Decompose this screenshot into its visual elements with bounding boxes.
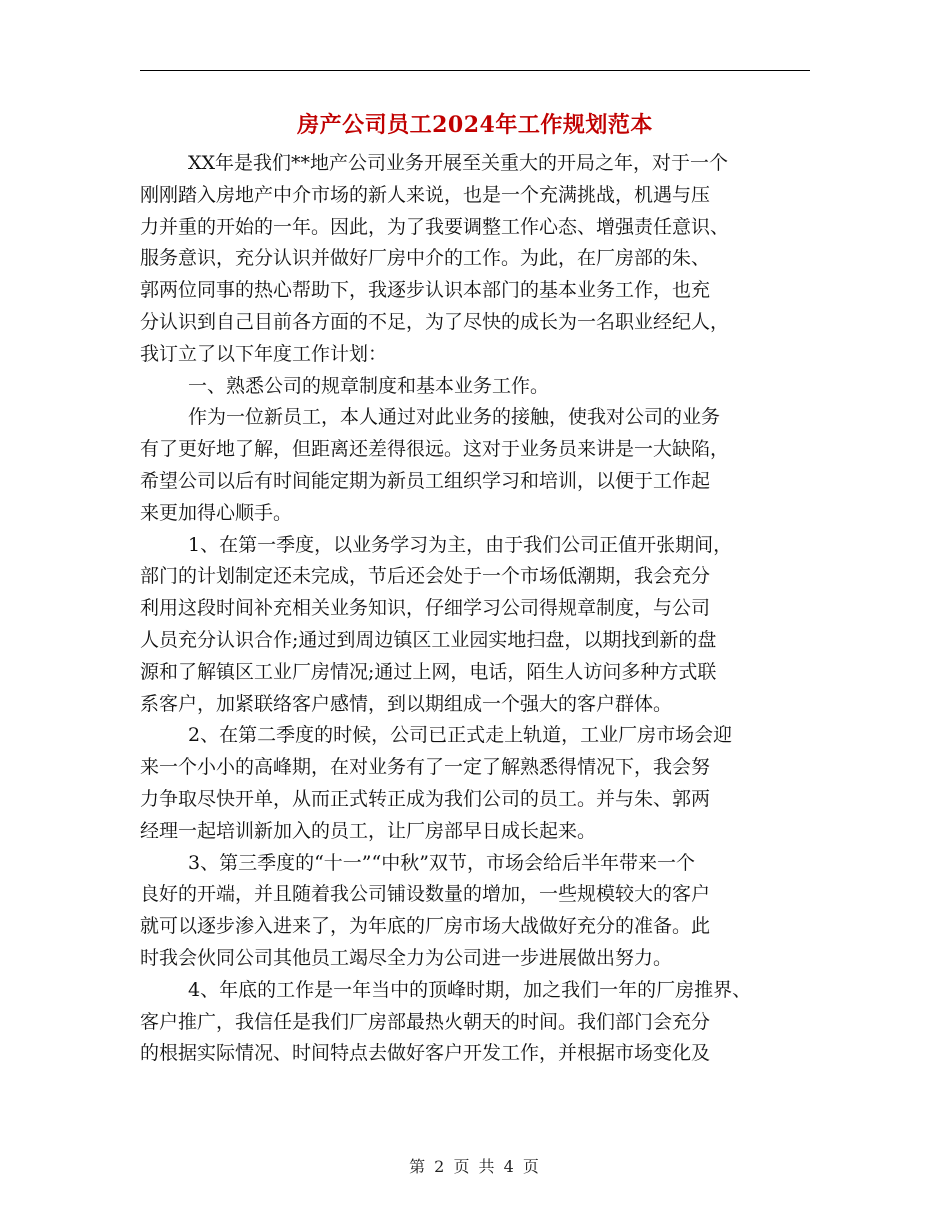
body-line: 3、第三季度的“十一”“中秋”双节，市场会给后半年带来一个 bbox=[188, 851, 695, 874]
body-line: 系客户，加紧联络客户感情，到以期组成一个强大的客户群体。 bbox=[140, 692, 673, 715]
body-line: 的根据实际情况、时间特点去做好客户开发工作，并根据市场变化及 bbox=[140, 1042, 711, 1065]
body-line: XX年是我们**地产公司业务开展至关重大的开局之年，对于一个 bbox=[188, 152, 729, 174]
body-line: 1、在第一季度，以业务学习为主，由于我们公司正值开张期间， bbox=[188, 533, 733, 556]
body-line: 作为一位新员工，本人通过对此业务的接触，使我对公司的业务 bbox=[188, 406, 721, 429]
body-line: 人员充分认识合作;通过到周边镇区工业园实地扫盘，以期找到新的盘 bbox=[140, 628, 717, 651]
body-line: 我订立了以下年度工作计划： bbox=[140, 342, 388, 365]
body-line: 分认识到自己目前各方面的不足，为了尽快的成长为一名职业经纪人， bbox=[140, 310, 730, 333]
body-line: 就可以逐步渗入进来了，为年底的厂房市场大战做好充分的准备。此 bbox=[140, 915, 711, 938]
body-line: 郭两位同事的热心帮助下，我逐步认识本部门的基本业务工作，也充 bbox=[140, 279, 711, 302]
body-line: 部门的计划制定还未完成，节后还会处于一个市场低潮期，我会充分 bbox=[140, 565, 711, 588]
body-line: 源和了解镇区工业厂房情况;通过上网，电话，陌生人访问多种方式联 bbox=[140, 660, 717, 683]
document-title: 房产公司员工2024年工作规划范本 bbox=[297, 112, 653, 138]
body-line: 4、年底的工作是一年当中的顶峰时期，加之我们一年的厂房推界、 bbox=[188, 978, 752, 1001]
body-line: 刚刚踏入房地产中介市场的新人来说，也是一个充满挑战，机遇与压 bbox=[140, 183, 711, 206]
body-line: 利用这段时间补充相关业务知识，仔细学习公司得规章制度，与公司 bbox=[140, 597, 711, 620]
body-line: 来更加得心顺手。 bbox=[140, 501, 293, 524]
body-line: 2、在第二季度的时候，公司已正式走上轨道，工业厂房市场会迎 bbox=[188, 724, 733, 747]
body-line: 时我会伙同公司其他员工竭尽全力为公司进一步进展做出努力。 bbox=[140, 946, 673, 969]
body-line: 来一个小小的高峰期，在对业务有了一定了解熟悉得情况下，我会努 bbox=[140, 756, 711, 779]
body-line: 一、熟悉公司的规章制度和基本业务工作。 bbox=[188, 374, 550, 397]
body-line: 服务意识，充分认识并做好厂房中介的工作。为此，在厂房部的朱、 bbox=[140, 247, 711, 270]
body-line: 有了更好地了解，但距离还差得很远。这对于业务员来讲是一大缺陷， bbox=[140, 438, 730, 461]
page-number-footer: 第 2 页 共 4 页 bbox=[409, 1157, 541, 1176]
body-line: 力并重的开始的一年。因此，为了我要调整工作心态、增强责任意识、 bbox=[140, 215, 730, 238]
body-line: 希望公司以后有时间能定期为新员工组织学习和培训，以便于工作起 bbox=[140, 469, 711, 492]
header-rule bbox=[140, 70, 810, 71]
body-line: 客户推广，我信任是我们厂房部最热火朝天的时间。我们部门会充分 bbox=[140, 1010, 711, 1033]
document-body bbox=[140, 148, 810, 1070]
body-line: 力争取尽快开单，从而正式转正成为我们公司的员工。并与朱、郭两 bbox=[140, 787, 711, 810]
body-line: 经理一起培训新加入的员工，让厂房部早日成长起来。 bbox=[140, 819, 597, 842]
body-line: 良好的开端，并且随着我公司铺设数量的增加，一些规模较大的客户 bbox=[140, 883, 711, 906]
